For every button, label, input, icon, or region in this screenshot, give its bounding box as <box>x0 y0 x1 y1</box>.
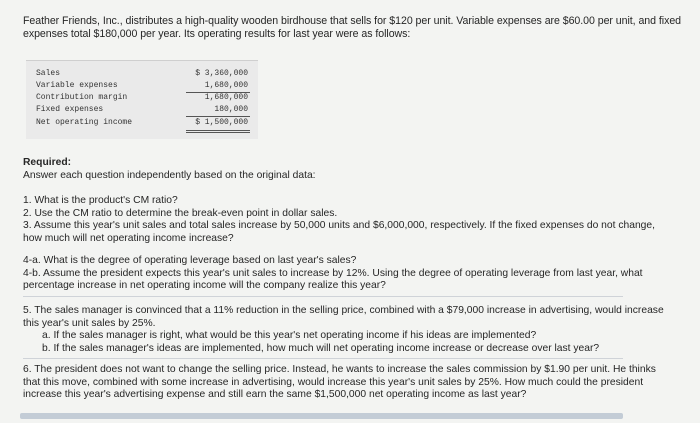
question-2: 2. Use the CM ratio to determine the break-even point in dollar sales. <box>23 207 338 219</box>
statement-double-underline <box>186 132 250 133</box>
statement-value: 1,680,000 <box>204 81 248 90</box>
statement-value: $ 3,360,000 <box>195 69 248 78</box>
question-6: 6. The president does not want to change the selling price. Instead, he wants to increase the sales commission by $1.90 per unit. He thinks that this move, combined with some increase in advertising, would increase this year's unit sales by 25%. How much could the president increase this year's advertising expense and still earn the same $1,500,000 net operating income as last year? <box>23 364 656 400</box>
question-4b: 4-b. Assume the president expects this year's unit sales to increase by 12%. Using the degree of operating leverage from last year, what percentage increase in net operating income will the company realize this year? <box>23 267 643 291</box>
question-4a: 4-a. What is the degree of operating leverage based on last year's sales? <box>23 255 357 266</box>
horizontal-scrollbar[interactable] <box>20 413 623 419</box>
statement-value: 1,680,000 <box>204 93 248 102</box>
question-group-6 <box>23 364 673 402</box>
required-instruction: Answer each question independently based on the original data: <box>23 169 316 181</box>
question-5: 5. The sales manager is convinced that a 11% reduction in the selling price, combined with a $79,000 increase in advertising, would increase this year's unit sales by 25%. <box>23 305 664 329</box>
problem-intro: Feather Friends, Inc., distributes a high-quality wooden birdhouse that sells for $120 per unit. Variable expenses are $60.00 per unit, and fixed expenses total $180,000 per year. Its operating results for last year were as follows: <box>23 15 682 40</box>
question-group-5 <box>23 305 673 355</box>
section-divider <box>23 296 623 297</box>
question-5a: a. If the sales manager is right, what would be this year's net operating income if his ideas are implemented? <box>42 330 537 341</box>
statement-row-variable-expenses <box>26 80 258 92</box>
statement-double-underline <box>186 130 250 131</box>
income-statement <box>26 60 258 139</box>
statement-label: Variable expenses <box>36 81 118 90</box>
section-divider <box>23 358 623 359</box>
question-group-1-3 <box>23 195 673 245</box>
statement-label: Contribution margin <box>36 93 128 102</box>
required-heading: Required: <box>23 157 72 168</box>
required-section <box>23 157 673 182</box>
question-5b: b. If the sales manager's ideas are implemented, how much will net operating income increase or decrease over last year? <box>42 342 600 354</box>
question-3: 3. Assume this year's unit sales and total sales increase by 50,000 units and $6,000,000, respectively. If the fixed expenses do not change, how much will net operating income increase? <box>23 220 655 244</box>
statement-label: Sales <box>36 69 61 78</box>
statement-row-fixed-expenses <box>26 104 258 116</box>
statement-value: $ 1,500,000 <box>195 118 248 127</box>
statement-row-sales <box>26 68 258 80</box>
question-group-4 <box>23 255 673 293</box>
statement-row-net-operating-income <box>26 117 258 129</box>
statement-label: Fixed expenses <box>36 105 104 114</box>
statement-label: Net operating income <box>36 118 133 127</box>
statement-value: 180,000 <box>214 105 248 114</box>
question-1: 1. What is the product's CM ratio? <box>23 195 178 206</box>
statement-row-contribution-margin <box>26 92 258 104</box>
